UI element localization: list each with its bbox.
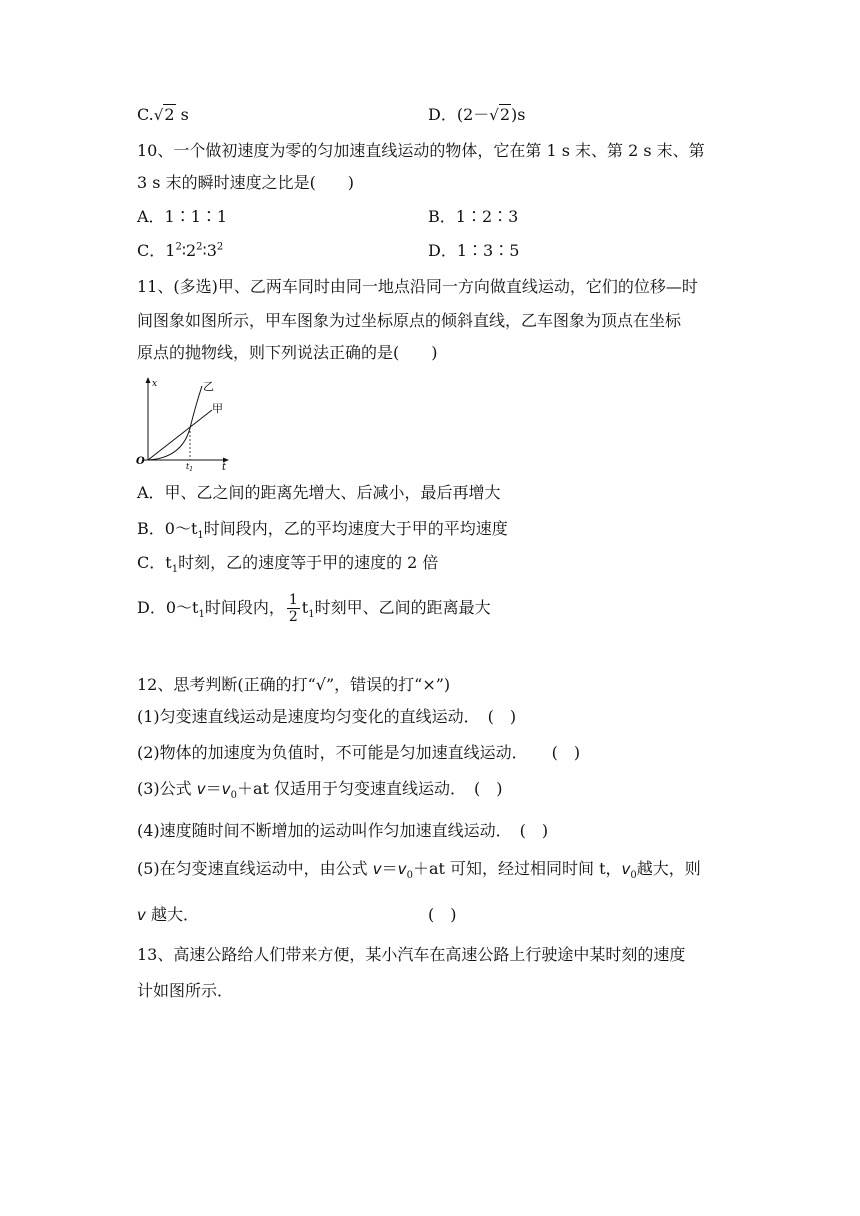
sqrt-symbol: √2: [489, 105, 511, 124]
q12-statement-5-cont: v 越大．: [137, 905, 199, 924]
q13-line2: 计如图所示．: [137, 981, 234, 1000]
q13-line1: 13、高速公路给人们带来方便，某小汽车在高速公路上行驶途中某时刻的速度: [137, 945, 686, 964]
q12-statement-2: (2)物体的加速度为负值时，不可能是匀加速直线运动． ( ): [137, 743, 581, 762]
q11-line2: 间图象如图所示，甲车图象为过坐标原点的倾斜直线，乙车图象为顶点在坐标: [137, 311, 682, 330]
y-axis-label: x: [152, 379, 158, 389]
q11-option-b: B．$0\sim t_1$时间段内，乙的平均速度大于甲的平均速度: [137, 519, 508, 542]
sqrt-symbol: √2: [153, 105, 175, 124]
jia-label: 甲: [212, 402, 223, 415]
q10-option-c: C．$1^2∶2^2∶3^2$: [137, 241, 224, 260]
yi-curve: [148, 386, 202, 460]
y-axis-arrow: [146, 377, 151, 383]
q12-statement-1: (1)匀变速直线运动是速度均匀变化的直线运动． ( ): [137, 707, 517, 726]
q10-option-a: A．1∶1∶1: [137, 207, 228, 226]
q12-statement-5-paren: ( ): [428, 905, 457, 924]
q9-option-c-label: C.: [137, 105, 154, 124]
position-time-graph: [134, 374, 234, 472]
q12-statement-4: (4)速度随时间不断增加的运动叫作匀加速直线运动． ( ): [137, 821, 549, 840]
q10-option-d: D．1∶3∶5: [428, 241, 520, 260]
origin-label: O: [136, 456, 145, 467]
q12-title: 12、思考判断(正确的打“√”，错误的打“×”): [137, 675, 451, 694]
q10-line2: 3 s 末的瞬时速度之比是( ): [137, 173, 355, 192]
q11-option-c: C．$t_1$时刻，乙的速度等于甲的速度的 2 倍: [137, 553, 439, 576]
q9-option-c: C.√2 s: [137, 105, 189, 124]
q12-statement-5: (5)在匀变速直线运动中，由公式 $v=v_0+at$ 可知，经过相同时间 t，$v_0$越大，则: [137, 859, 701, 882]
t1-tick-label: $t_1$: [186, 462, 194, 472]
q10-line1: 10、一个做初速度为零的匀加速直线运动的物体，它在第 1 s 末、第 2 s 末、第: [137, 141, 705, 160]
fraction-one-half: $\frac{1}{2}$: [288, 592, 298, 625]
q10-option-b: B．1∶2∶3: [428, 207, 519, 226]
q12-statement-3: (3)公式 $v=v_0+at$ 仅适用于匀变速直线运动． ( ): [137, 779, 503, 802]
jia-line: [148, 410, 212, 460]
q11-line3: 原点的抛物线，则下列说法正确的是( ): [137, 343, 438, 362]
yi-label: 乙: [203, 380, 214, 393]
q9-option-d: D．(2－√2)s: [428, 105, 526, 124]
q11-option-d: D．$0\sim t_1$时间段内， $\frac{1}{2}$ $t_1$时刻甲、乙间的距离最大: [137, 592, 491, 625]
x-axis-label: t: [222, 462, 227, 472]
q11-option-a: A．甲、乙之间的距离先增大、后减小，最后再增大: [137, 483, 501, 502]
q11-line1: 11、(多选)甲、乙两车同时由同一地点沿同一方向做直线运动，它们的位移—时: [137, 277, 698, 296]
